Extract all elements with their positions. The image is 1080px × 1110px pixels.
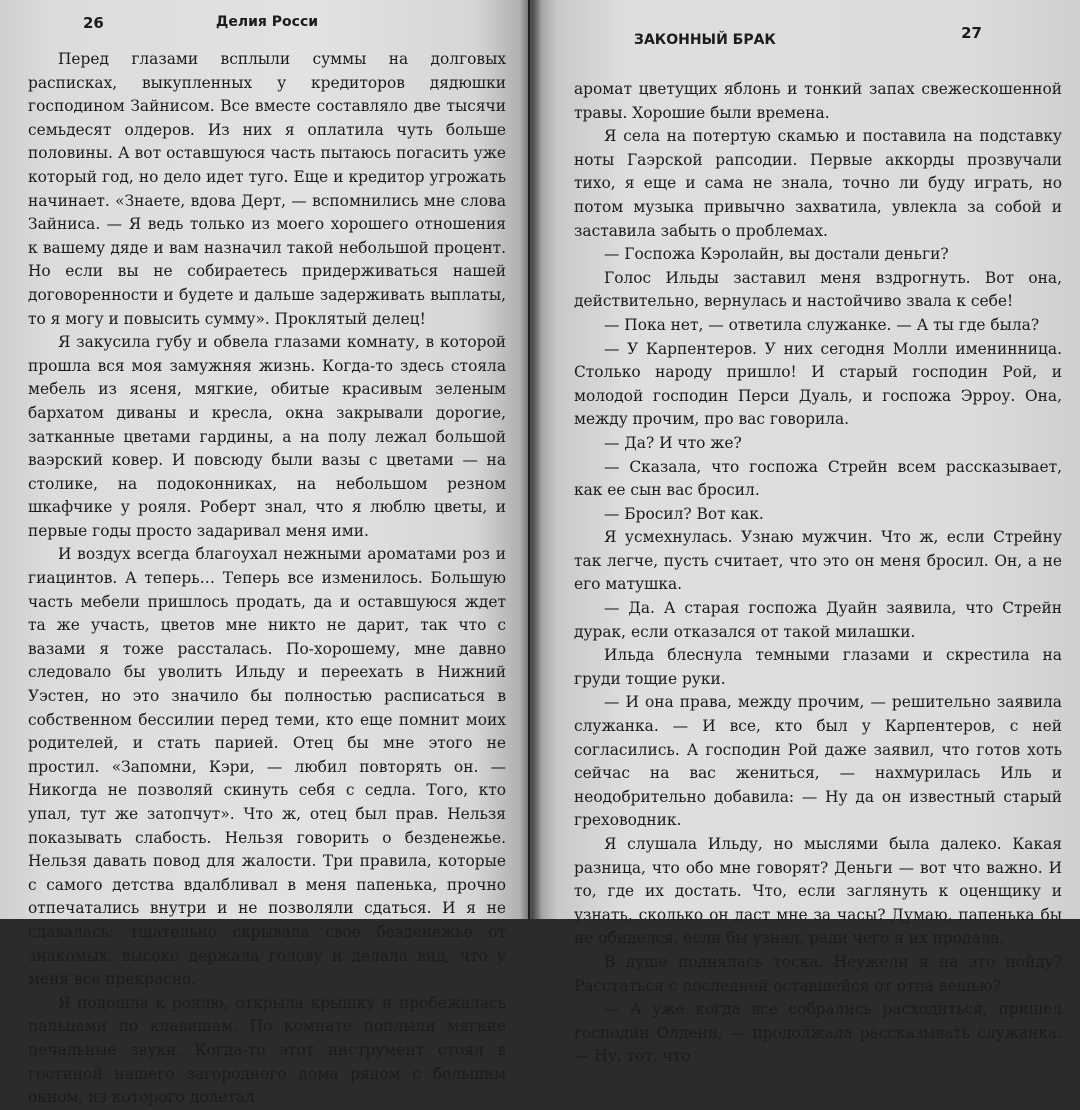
left-page-text — [28, 48, 506, 1110]
paragraph: — У Карпентеров. У них сегодня Молли именинница. Столько народу пришло! И старый господин Рой, и молодой господин Перси Дуаль, и госпожа Эрроу. Она, между прочим, про вас говорила. — [574, 339, 1062, 429]
paragraph: В душе поднялась тоска. Неужели я на это пойду? Расстаться с последней оставшейся от отца вещью? — [574, 952, 1062, 995]
right-page-number: 27 — [961, 24, 982, 42]
paragraph: И воздух всегда благоухал нежными ароматами роз и гиацинтов. А теперь… Теперь все изменилось. Большую часть мебели пришлось продать, да и оставшуюся ждет та же участь, цветов мне никто не дарит, так что с вазами я тоже рассталась. По-хорошему, мне давно следовало бы уволить Ильду и переехать в Нижний Уэстен, но это значило бы полностью расписаться в собственном бессилии перед теми, кто еще помнит моих родителей, и стать парией. Отец бы мне этого не простил. «Запомни, Кэри, — любил повторять он. — Никогда не позволяй скинуть себя с седла. Того, кто упал, тут же затопчут». Что ж, отец был прав. Нельзя показывать слабость. Нельзя говорить о безденежье. Нельзя давать повод для жалости. Три правила, которые с самого детства вдалбливал в меня папенька, прочно отпечатались внутри и не позволяли сдаться. И я не сдавалась: тщательно скрывала свое безденежье от знакомых, высоко держала голову и делала вид, что у меня все прекрасно. — [28, 545, 506, 989]
paragraph: — Госпожа Кэролайн, вы достали деньги? — [604, 245, 949, 264]
paragraph: — Да? И что же? — [604, 433, 742, 452]
paragraph: — Пока нет, — ответила служанке. — А ты где была? — [604, 315, 1040, 334]
paragraph: — Сказала, что госпожа Стрейн всем рассказывает, как ее сын вас бросил. — [574, 457, 1062, 500]
right-page — [530, 0, 1080, 1066]
paragraph: — И она права, между прочим, — решительно заявила служанка. — И все, кто был у Карпентеров, с ней согласились. А господин Рой даже заявил, что готов хоть сейчас на вас жениться, — нахмурилась Иль и неодобрительно добавила: — Ну да он известный старый греховодник. — [574, 693, 1062, 830]
left-running-head: Делия Росси — [215, 14, 319, 30]
paragraph: Перед глазами всплыли суммы на долговых расписках, выкупленных у кредиторов дядюшки господином Зайнисом. Все вместе составляло две тысячи семьдесят олдеров. Из них я оплатила чуть больше половины. А вот оставшуюся часть пытаюсь погасить уже который год, но дело идет туго. Еще и кредитор угрожать начинает. «Знаете, вдова Дерт, — вспомнились мне слова Зайниса. — Я ведь только из моего хорошего отношения к вашему дяде и вам назначил такой небольшой процент. Но если вы не собираетесь придерживаться нашей договоренности и будете и дальше задерживать выплаты, то я могу и повысить сумму». Проклятый делец! — [28, 50, 506, 328]
book-gutter-shadow — [520, 0, 542, 919]
right-page-text — [574, 78, 1062, 1069]
paragraph: — А уже когда все собрались расходиться, пришел господин Олдени, — продолжала рассказывать служанка. — Ну, тот, что — [574, 1000, 1062, 1066]
left-page-number: 26 — [83, 14, 104, 32]
paragraph: аромат цветущих яблонь и тонкий запах свежескошенной травы. Хорошие были времена. — [574, 80, 1062, 122]
left-running-header — [28, 14, 506, 40]
right-running-head: ЗАКОННЫЙ БРАК — [634, 32, 776, 48]
paragraph: Я села на потертую скамью и поставила на подставку ноты Гаэрской рапсодии. Первые аккорды прозвучали тихо, я еще и сама не знала, точно ли буду играть, но потом музыка привычно захватила, увлекла за собой и заставила забыть о проблемах. — [574, 127, 1062, 240]
paragraph: Голос Ильды заставил меня вздрогнуть. Вот она, действительно, вернулась и настойчиво звала к себе! — [574, 268, 1062, 311]
paragraph: Я закусила губу и обвела глазами комнату, в которой прошла вся моя замужняя жизнь. Когда-то здесь стояла мебель из ясеня, мягкие, обитые красивым зеленым бархатом диваны и кресла, окна закрывали дорогие, затканные цветами гардины, а на полу лежал большой ваэрский ковер. И повсюду были вазы с цветами — на столике, на подоконниках, на небольшом резном шкафчике у рояля. Роберт знал, что я люблю цветы, и первые годы просто задаривал меня ими. — [28, 333, 506, 540]
paragraph: — Да. А старая госпожа Дуайн заявила, что Стрейн дурак, если отказался от такой милашки. — [574, 599, 1062, 641]
paragraph: Я подошла к роялю, открыла крышку и пробежалась пальцами по клавишам. По комнате поплыли мягкие печальные звуки. Когда-то этот инструмент стоял в гостиной нашего загородного дома рядом с большим окном, из которого долетал — [28, 993, 506, 1107]
left-page — [0, 0, 528, 1107]
paragraph: — Бросил? Вот как. — [604, 504, 764, 523]
paragraph: Я слушала Ильду, но мыслями была далеко. Какая разница, что обо мне говорят? Деньги — вот что важно. И то, где их достать. Что, если заглянуть к оценщику и узнать, сколько он даст мне за часы? Думаю, папенька бы не обиделся, если бы узнал, ради чего я их продала. — [574, 835, 1062, 948]
paragraph: Я усмехнулась. Узнаю мужчин. Что ж, если Стрейну так легче, пусть считает, что это он меня бросил. Он, а не его матушка. — [574, 528, 1062, 594]
right-running-header — [574, 14, 1062, 48]
paragraph: Ильда блеснула темными глазами и скрестила на груди тощие руки. — [574, 646, 1062, 688]
